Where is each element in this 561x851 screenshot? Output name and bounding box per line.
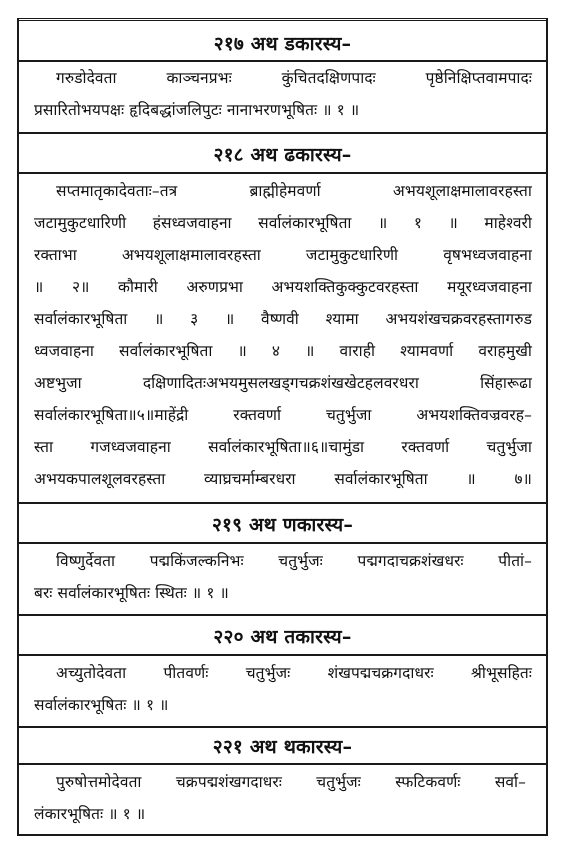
section-218-line-1: सप्तमातृकादेवताः–तत्र ब्राह्मीहेमवर्णा अभयशूलाक्षमालावरहस्ता — [56, 182, 532, 200]
section-219-line-1: विष्णुर्देवता पद्मकिंजल्कनिभः चतुर्भुजः पद्मगदाचक्रशंखधरः पीतां– — [56, 552, 532, 570]
section-220-rule — [17, 654, 548, 656]
section-217-rule — [17, 60, 548, 62]
top-rule — [17, 18, 548, 24]
section-219-heading: २१९ अथ णकारस्य– — [211, 514, 354, 536]
section-221-top-rule — [17, 726, 548, 728]
section-220-line-1: अच्युतोदेवता पीतवर्णः चतुर्भुजः शंखपद्मचक्रगदाधरः श्रीभूसहितः — [56, 664, 532, 682]
section-218-line-6: ध्वजवाहना सर्वालंकारभूषिता ॥ ४ ॥ वाराही श्यामवर्णा वराहमुखी — [34, 342, 532, 360]
section-219-rule — [17, 542, 548, 544]
section-218-line-4: ॥ २॥ कौमारी अरुणप्रभा अभयशक्तिकुक्कुटवरहस्ता मयूरध्वजवाहना — [34, 278, 532, 296]
section-218-line-9: स्ता गजध्वजवाहना सर्वालंकारभूषिता॥६॥चामुंडा रक्तवर्णा चतुर्भुजा — [34, 438, 532, 456]
section-218-line-3: रक्ताभा अभयशूलाक्षमालावरहस्ता जटामुकुटधारिणी वृषभध्वजवाहना — [34, 246, 532, 264]
section-220-heading: २२० अथ तकारस्य– — [213, 626, 352, 648]
section-217-line-2: प्रसारितोभयपक्षः हृदिबद्धांजलिपुटः नानाभरणभूषितः ॥ १ ॥ — [34, 101, 360, 119]
section-218-line-5: सर्वालंकारभूषिता ॥ ३ ॥ वैष्णवी श्यामा अभयशंखचक्रवरहस्तागरुड — [34, 310, 532, 328]
section-218-line-10: अभयकपालशूलवरहस्ता व्याघ्रचर्माम्बरधरा सर्वालंकारभूषिता ॥ ७॥ — [34, 470, 532, 488]
section-221-rule — [17, 763, 548, 765]
section-219-line-2: बरः सर्वालंकारभूषितः स्थितः ॥ १ ॥ — [34, 584, 229, 602]
section-217-heading: २१७ अथ डकारस्य– — [213, 33, 352, 55]
section-221-line-1: पुरुषोत्तमोदेवता चक्रपद्मशंखगदाधरः चतुर्भुजः स्फटिकवर्णः सर्वा– — [56, 773, 526, 791]
bottom-rule — [17, 834, 548, 836]
section-218-heading: २१८ अथ ढकारस्य– — [213, 144, 352, 166]
section-218-line-8: सर्वालंकारभूषिता॥५॥माहेंद्री रक्तवर्णा चतुर्भुजा अभयशक्तिवज्रवरह– — [34, 406, 532, 424]
section-218-rule — [17, 172, 548, 174]
section-220-line-2: सर्वालंकारभूषितः ॥ १ ॥ — [34, 696, 169, 714]
section-220-top-rule — [17, 614, 548, 616]
section-218-line-7: अष्टभुजा दक्षिणादितःअभयमुसलखड्गचक्रशंखखेटहलवरधरा सिंहारूढा — [34, 374, 532, 392]
section-218-top-rule — [17, 132, 548, 134]
section-218-line-2: जटामुकुटधारिणी हंसध्वजवाहना सर्वालंकारभूषिता ॥ १ ॥ माहेश्वरी — [34, 214, 532, 232]
section-219-top-rule — [17, 502, 548, 504]
section-221-heading: २२१ अथ थकारस्य– — [212, 736, 353, 758]
section-217-line-1: गरुडोदेवता काञ्चनप्रभः कुंचितदक्षिणपादः पृष्ठेनिक्षिप्तवामपादः — [56, 69, 532, 87]
section-221-line-2: लंकारभूषितः ॥ १ ॥ — [34, 805, 146, 823]
